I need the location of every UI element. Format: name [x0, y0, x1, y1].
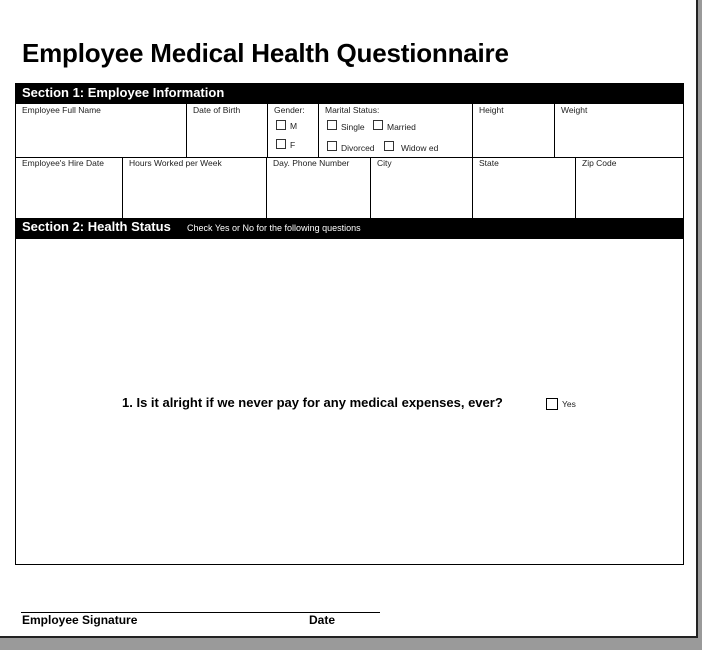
weight-label: Weight: [561, 105, 588, 115]
gender-label: Gender:: [274, 105, 305, 115]
hire-date-field[interactable]: [16, 157, 123, 218]
weight-field[interactable]: [555, 104, 683, 157]
section-1-heading: Section 1: Employee Information: [22, 85, 225, 100]
state-label: State: [479, 158, 499, 168]
employee-info-row-2: [16, 157, 683, 219]
marital-divorced-checkbox[interactable]: [327, 141, 337, 151]
question-1-yes-label: Yes: [562, 399, 576, 409]
employee-signature-label: Employee Signature: [22, 613, 138, 627]
section-2-instructions: Check Yes or No for the following questions: [187, 223, 361, 233]
questionnaire-form: [15, 83, 684, 565]
date-of-birth-field[interactable]: [187, 104, 268, 157]
section-2-header: [16, 218, 683, 239]
gender-m-checkbox[interactable]: [276, 120, 286, 130]
marital-status-field: [319, 104, 473, 157]
zip-code-field[interactable]: [576, 157, 683, 218]
date-of-birth-label: Date of Birth: [193, 105, 241, 115]
state-field[interactable]: [473, 157, 576, 218]
hours-worked-field[interactable]: [123, 157, 267, 218]
marital-single-checkbox[interactable]: [327, 120, 337, 130]
gender-f-label: F: [290, 140, 296, 150]
page-title: Employee Medical Health Questionnaire: [22, 38, 509, 68]
question-1: 1. Is it alright if we never pay for any medical expenses, ever?: [122, 395, 503, 410]
marital-single-label: Single: [341, 122, 365, 132]
marital-widowed-checkbox[interactable]: [384, 141, 394, 151]
section-2-heading: Section 2: Health Status: [22, 219, 171, 234]
city-label: City: [377, 158, 392, 168]
marital-divorced-label: Divorced: [341, 143, 375, 153]
full-name-label: Employee Full Name: [22, 105, 101, 115]
employee-info-row-1: [16, 104, 683, 158]
marital-married-label: Married: [387, 122, 416, 132]
marital-widowed-label: Widow ed: [401, 143, 439, 153]
marital-status-label: Marital Status:: [325, 105, 380, 115]
phone-number-label: Day. Phone Number: [273, 158, 350, 168]
full-name-field[interactable]: [16, 104, 187, 157]
hire-date-label: Employee's Hire Date: [22, 158, 104, 168]
gender-f-checkbox[interactable]: [276, 139, 286, 149]
height-label: Height: [479, 105, 504, 115]
gender-field: [268, 104, 319, 157]
date-label: Date: [309, 613, 336, 627]
hours-worked-label: Hours Worked per Week: [129, 158, 222, 168]
city-field[interactable]: [371, 157, 473, 218]
zip-code-label: Zip Code: [582, 158, 617, 168]
phone-number-field[interactable]: [267, 157, 371, 218]
gender-m-label: M: [290, 121, 298, 131]
height-field[interactable]: [473, 104, 555, 157]
section-1-header: [16, 84, 683, 104]
marital-married-checkbox[interactable]: [373, 120, 383, 130]
question-1-yes-checkbox[interactable]: [546, 398, 558, 410]
